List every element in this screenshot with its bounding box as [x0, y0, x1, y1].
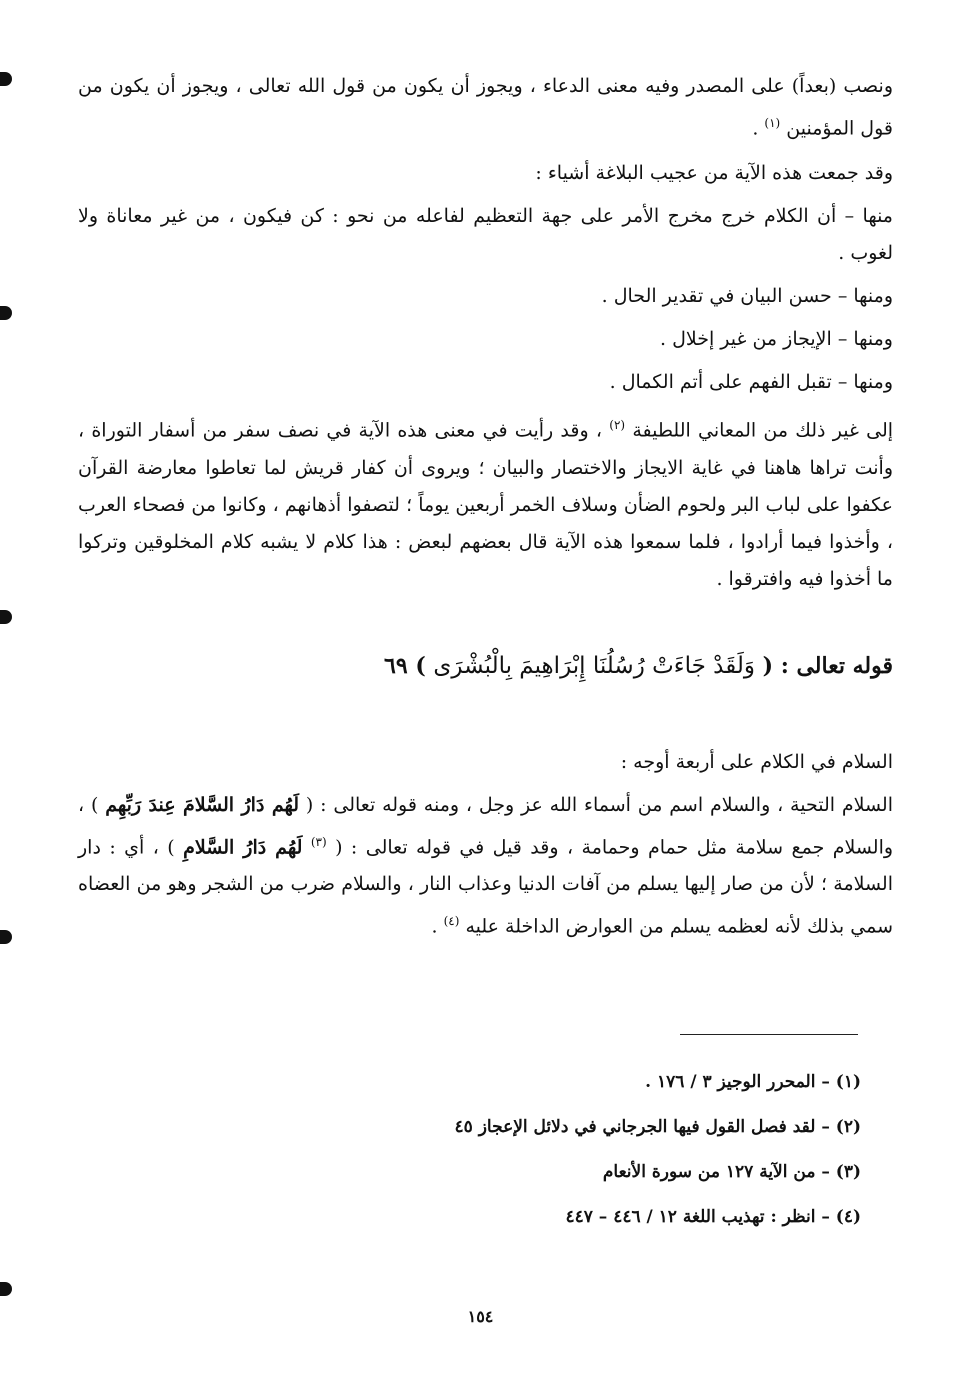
- footnote-3: (٣) – من الآية ١٢٧ من سورة الأنعام: [602, 1162, 861, 1182]
- footnote-ref-3[interactable]: (٣): [310, 834, 327, 849]
- paragraph-minha-4: ومنها – تقبل الفهم على أتم الكمال .: [609, 371, 893, 394]
- salam-text-2: ) ، والسلام جمع سلامة مثل حمام وحمامة ، وقد قيل في قوله تعالى : (: [78, 793, 894, 858]
- paragraph-naseb: ونصب (بعداً) على المصدر وفيه معنى الدعاء ، ويجوز أن يكون من قول الله تعالى ، ويجوز أن يكون من قول المؤمنين $^{(١)}$ .: [78, 75, 893, 140]
- verse-prefix: قوله تعالى : (: [762, 652, 893, 679]
- verse-heading: [78, 646, 893, 686]
- footnote-ref-2[interactable]: (٢): [609, 418, 626, 433]
- page-number: ١٥٤: [467, 1307, 494, 1326]
- scan-edge-mark: [0, 1282, 12, 1296]
- footnote-2: (٢) – لقد فصل القول فيها الجرجاني في دلائل الإعجاز ٤٥: [454, 1117, 861, 1137]
- paragraph-balagha: وقد جمعت هذه الآية من عجيب البلاغة أشياء :: [535, 162, 893, 185]
- footnote-divider: [680, 1034, 858, 1035]
- scan-edge-mark: [0, 306, 12, 320]
- quran-quote-2: لَهُم دَارُ السَّلامِ: [183, 835, 303, 858]
- scan-edge-mark: [0, 72, 12, 86]
- footnote-4: (٤) – انظر : تهذيب اللغة ١٢ / ٤٤٦ – ٤٤٧: [565, 1207, 861, 1227]
- footnote-ref-1[interactable]: (١): [764, 116, 781, 130]
- paragraph-minha-1: منها – أن الكلام خرج مخرج الأمر على جهة التعظيم لفاعله من نحو : كن فيكون ، من غير معاناة ولا لغوب .: [78, 205, 893, 265]
- paragraph-text: ، وقد رأيت في معنى هذه الآية في نصف سفر من أسفار التوراة ، وأنت تراها هاهنا في غاية الايجاز والاختصار والبيان ؛ ويروى أن كفار قريش لما تعاطوا معارضة القرآن عكفوا على لباب البر ولحوم الضأن وسلاف الخمر أربعين يوماً ؛ لتصفوا أذهانهم ، وكانوا من فصحاء العرب ، وأخذوا فيما أرادوا ، فلما سمعوا هذه الآية قال بعضهم لبعض : هذا كلام لا يشبه كلام المخلوقين وتركوا ما أخذوا فيه وافترقوا .: [78, 419, 893, 590]
- salam-text-3: ) ، أي : دار السلامة ؛ لأن من صار إليها يسلم من آفات الدنيا وعذاب النار ، والسلام ضرب من الشجر وهو من العضاه سمي بذلك لأنه لعظمه يسلم من العوارض الداخلة عليه: [78, 835, 893, 938]
- salam-intro: السلام في الكلام على أربعة أوجه :: [620, 750, 893, 773]
- paragraph-minha-2: ومنها – حسن البيان في تقدير الحال .: [601, 285, 893, 308]
- salam-text-1: السلام التحية ، والسلام اسم من أسماء الله عز وجل ، ومنه قوله تعالى : (: [305, 793, 893, 816]
- verse-ayah: وَلَقَدْ جَاءَتْ رُسُلُنَا إِبْرَاهِيمَ بِالْبُشْرَى: [433, 652, 755, 679]
- paragraph-latifa: [78, 407, 893, 597]
- verse-suffix: ) ٦٩: [384, 652, 426, 679]
- salam-end: .: [431, 915, 438, 938]
- footnote-ref-4[interactable]: (٤): [443, 913, 460, 928]
- salam-paragraph: [78, 787, 893, 946]
- quran-quote-1: لَهُم دَارُ السَّلامَ عِندَ رَبِّهِم: [105, 793, 300, 816]
- paragraph-text: إلى غير ذلك من المعاني اللطيفة: [632, 419, 894, 442]
- scan-edge-mark: [0, 610, 12, 624]
- footnotes: [101, 1060, 861, 1240]
- paragraph-minha-3: ومنها – الإيجاز من غير إخلال .: [659, 328, 893, 351]
- page-body: [78, 68, 893, 953]
- paragraph-text: ونصب (بعداً) على المصدر وفيه معنى الدعاء ، ويجوز أن يكون من قول الله تعالى ، ويجوز أن يكون من قول المؤمنين: [78, 75, 893, 140]
- scan-edge-mark: [0, 930, 12, 944]
- footnote-1: (١) – المحرر الوجيز ٣ / ١٧٦ .: [645, 1072, 861, 1092]
